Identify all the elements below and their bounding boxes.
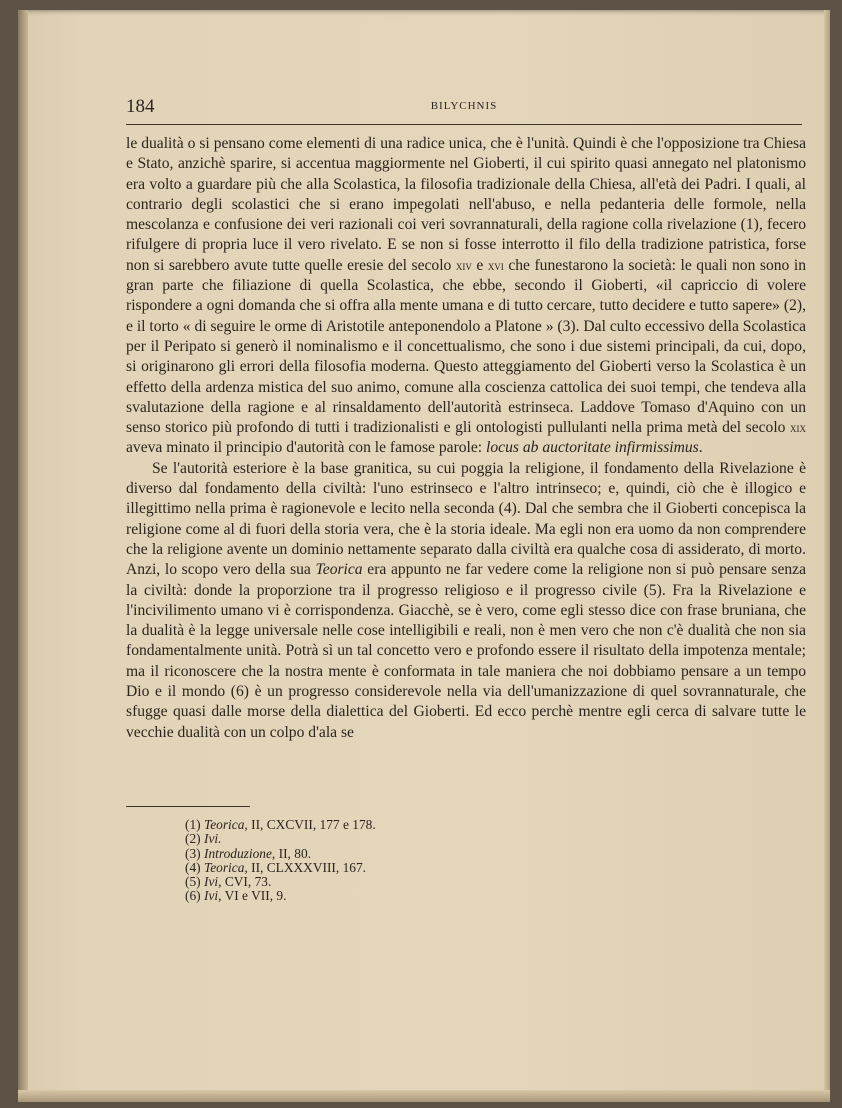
text-run: aveva minato il principio d'autorità con le famose parole:	[126, 439, 487, 457]
footnote-2	[185, 832, 585, 846]
footnote-1	[185, 818, 585, 832]
footnote-ref: II, CXCVII, 177 e 178.	[247, 817, 376, 832]
footnote-ref: CVI, 73.	[221, 874, 272, 890]
text-run: che funestarono la società: le quali non sono in gran parte che filiazione di quella Scolastica, che ebbe, secondo il Gioberti, «il capriccio di volere rispondere a ogni domanda che si offra alla mente umana e di tutto cercare, tutto decidere e tutto sapere» (2), e il torto « di seguire le orme di Aristotile anteponendolo a Platone » (3). Dal culto eccessivo della Scolastica per il Peripato si generò il nominalismo e il concettualismo, che sono i due sistemi principali, da cui, dopo, si originarono gli errori della filosofia moderna. Questo atteggiamento del Gioberti verso la Scolastica è un effetto della ardenza mistica del suo animo, comune alla coscienza cattolica dei suoi tempi, che tendeva alla svalutazione della ragione e al rinsaldamento dell'autorità estrinseca. Laddove Tomaso d'Aquino con un senso storico più profondo di tutti i tradizionalisti e gli ontologisti pullulanti nella prima metà del secolo	[126, 256, 806, 437]
footnote-title: Teorica,	[203, 817, 248, 832]
main-text	[126, 134, 806, 743]
latin-quote: locus ab auctoritate infirmissimus	[486, 439, 699, 457]
text-run: era appunto ne far vedere come la religione non si può pensare senza la civiltà: donde la proporzione tra il progresso religioso e il progresso civile (5). Fra la Rivelazione e l'incivilimento umano vi è corrispondenza. Giacchè, se è vero, come egli stesso dice con frase bruniana, che la dualità è la legge universale nelle cose intelligibili e reali, non è men vero che non c'è dualità che non sia fondamentalmente unità. Potrà sì un tal concetto vero e profondo essere il risultato della impotenza mentale; ma il riconoscere che la nostra mente è conformata in tale maniera che noi dobbiamo pensare a un tempo Dio e il mondo (6) è un progresso considerevole nella via dell'umanizzazione di quel sovrannaturale, che sfugge quasi dalle morse della dialettica del Gioberti. Ed ecco perchè mentre egli cerca di salvare tutte le vecchie dualità con un colpo d'ala se	[126, 561, 806, 741]
footnote-title: Ivi.	[203, 831, 222, 847]
footnote-5	[185, 875, 585, 889]
footnote-title: Ivi,	[203, 888, 222, 904]
footnote-number: (5)	[185, 874, 201, 890]
work-title: Teorica	[315, 561, 363, 579]
roman-numeral: xiv	[455, 257, 472, 273]
footnote-ref: VI e VII, 9.	[221, 888, 287, 904]
page-bottom-edge	[18, 1090, 830, 1102]
footnote-title: Teorica,	[203, 859, 248, 875]
page-binding-edge	[18, 10, 28, 1102]
footnote-number: (1)	[185, 817, 201, 832]
page-header	[126, 96, 802, 125]
footnote-divider	[126, 806, 250, 807]
text-run: Se l'autorità esteriore è la base granitica, su cui poggia la religione, il fondamento della Rivelazione è diverso dal fondamento della civiltà: l'uno estrinseco e l'altro intrinseco; e, quindi, ciò che è illogico e illegittimo nella prima è ragionevole e lecito nella seconda (4). Dal che sembra che il Gioberti concepisca la religione come al di fuori della storia vera, che è la storia ideale. Ma egli non era uomo da non comprendere che la religione avente un dominio nettamente separato dalla civiltà era qualche cosa di assiderato, di morto. Anzi, lo scopo vero della sua	[126, 459, 806, 579]
footnote-3	[185, 847, 585, 861]
footnote-4	[185, 861, 585, 875]
footnote-ref: II, 80.	[275, 845, 311, 861]
footnote-number: (3)	[185, 845, 201, 861]
page-number: 184	[126, 96, 155, 117]
paragraph-1	[126, 134, 806, 459]
page-right-edge	[824, 10, 830, 1102]
footnote-title: Introduzione,	[203, 845, 276, 861]
footnote-number: (6)	[185, 888, 201, 904]
text-run: .	[698, 439, 703, 457]
roman-numeral: xvi	[487, 257, 504, 273]
running-head: BILYCHNIS	[430, 100, 498, 112]
text-run: e	[471, 256, 488, 274]
footnote-title: Ivi,	[203, 874, 222, 890]
text-run: le dualità o si pensano come elementi di una radice unica, che è l'unità. Quindi è che l'opposizione tra Chiesa e Stato, anzichè sparire, si accentua maggiormente nel Gioberti, il cui spirito quasi annegato nel platonismo era volto a guardare più che alla Scolastica, la filosofia tradizionale della Chiesa, all'età dei Padri. I quali, al contrario degli scolastici che si erano impegolati nell'abuso, e nella pedanteria delle formole, nella mescolanza e confusione dei veri razionali coi veri sovrannaturali, della ragione colla rivelazione (1), fecero rifulgere di propria luce il vero rivelato. E se non si fosse interrotto il filo della tradizione patristica, forse non si sarebbero avute tutte quelle eresie del secolo	[126, 135, 806, 274]
roman-numeral: xix	[790, 420, 806, 436]
footnotes	[185, 818, 585, 904]
footnote-ref: II, CLXXXVIII, 167.	[247, 859, 367, 875]
footnote-number: (2)	[185, 831, 201, 847]
paragraph-2	[126, 459, 806, 743]
footnote-6	[185, 889, 585, 903]
footnote-number: (4)	[185, 859, 201, 875]
